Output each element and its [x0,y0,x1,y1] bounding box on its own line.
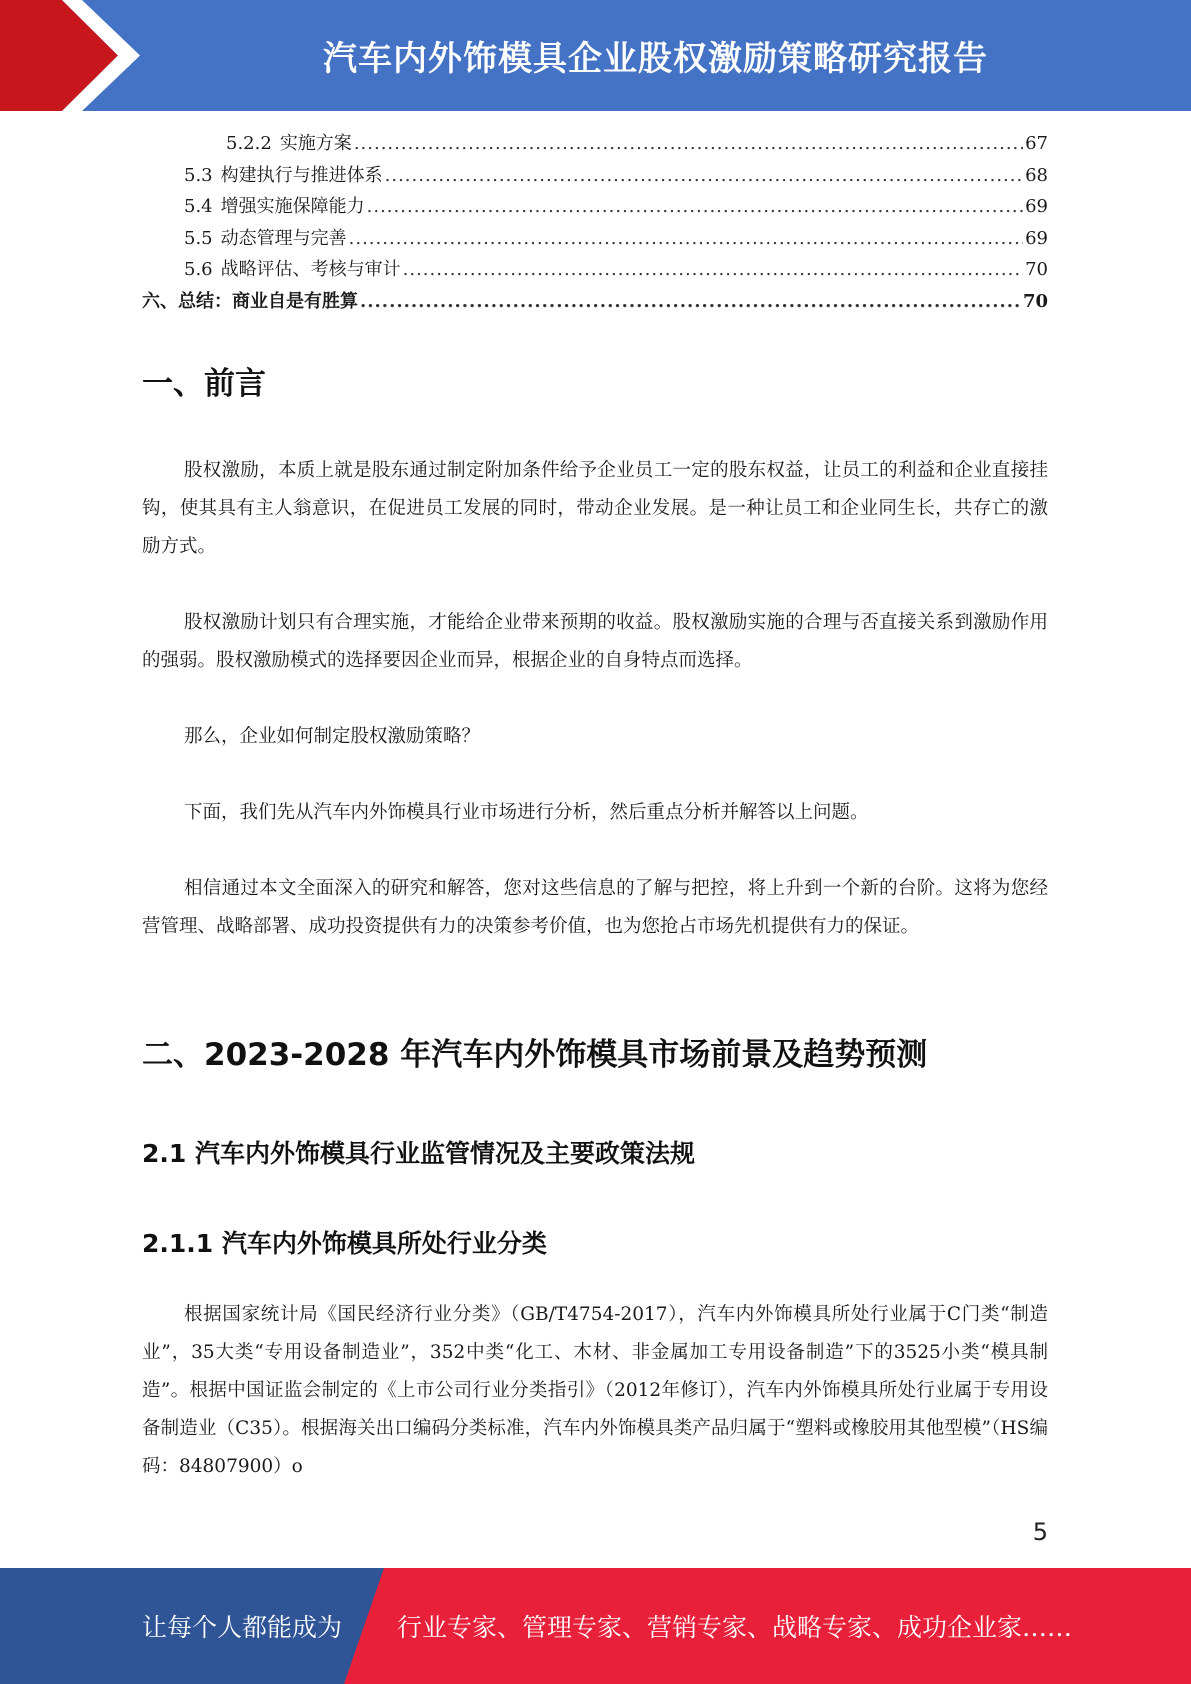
toc-entry-number: 5.6 [184,259,213,280]
toc-entry-page: 68 [1025,164,1048,186]
table-of-contents [142,128,1048,317]
section-heading: 二、2023-2028 年汽车内外饰模具市场前景及趋势预测 [142,1037,928,1073]
page-number: 5 [1032,1518,1048,1546]
paragraph: 根据国家统计局《国民经济行业分类》（GB/T4754-2017），汽车内外饰模具所处行业属于C门类“制造业”，35大类“专用设备制造业”，352中类“化工、木材、非金属加工专用设备制造”下的3525小类“模具制造”。根据中国证监会制定的《上市公司行业分类指引》（2012年修订），汽车内外饰模具所处行业属于专用设备制造业（C35）。根据海关出口编码分类标准，汽车内外饰模具类产品归属于“塑料或橡胶用其他型模”（HS编码：84807900）o [142,1304,1048,1477]
toc-leader-dots [385,160,1023,192]
toc-entry-number: 5.4 [184,196,213,217]
toc-leader-dots [403,254,1023,286]
toc-leader-dots [354,128,1023,160]
section-heading: 一、前言 [142,366,266,402]
red-chevron-icon [0,0,160,111]
toc-entry-label: 战略评估、考核与审计 [220,259,401,280]
toc-entry-page: 70 [1022,290,1048,312]
toc-entry[interactable] [142,128,1048,160]
toc-entry[interactable] [142,286,1048,318]
toc-entry[interactable] [142,191,1048,223]
header-banner [0,0,1191,111]
toc-entry-label: 六、总结：商业自是有胜算 [142,290,358,312]
paragraph: 那么，企业如何制定股权激励策略？ [184,726,481,747]
toc-entry-page: 70 [1025,259,1048,280]
toc-entry-page: 67 [1025,133,1048,154]
toc-leader-dots [367,191,1023,223]
report-title: 汽车内外饰模具企业股权激励策略研究报告 [323,39,988,79]
toc-entry-number: 5.5 [184,227,213,249]
toc-entry-page: 69 [1025,196,1048,217]
toc-entry[interactable] [142,254,1048,286]
paragraph: 下面，我们先从汽车内外饰模具行业市场进行分析，然后重点分析并解答以上问题。 [184,802,869,823]
footer-banner [0,1568,1191,1684]
paragraph: 相信通过本文全面深入的研究和解答，您对这些信息的了解与把控，将上升到一个新的台阶。这将为您经营管理、战略部署、成功投资提供有力的决策参考价值，也为您抢占市场先机提供有力的保证。 [142,878,1048,937]
toc-entry[interactable] [142,160,1048,192]
toc-entry-page: 69 [1025,227,1048,249]
paragraph: 股权激励，本质上就是股东通过制定附加条件给予企业员工一定的股东权益，让员工的利益和企业直接挂钩，使其具有主人翁意识，在促进员工发展的同时，带动企业发展。是一种让员工和企业同生长，共存亡的激励方式。 [142,460,1048,557]
footer-slogan-right: 行业专家、管理专家、营销专家、战略专家、成功企业家…… [397,1613,1073,1642]
subsection-heading: 2.1.1 汽车内外饰模具所处行业分类 [142,1229,547,1258]
toc-entry[interactable] [142,223,1048,255]
toc-entry-number: 5.2.2 [226,133,272,154]
toc-entry-label: 动态管理与完善 [220,227,347,249]
toc-entry-label: 实施方案 [279,133,352,154]
toc-entry-number: 5.3 [184,164,213,186]
subsection-heading: 2.1 汽车内外饰模具行业监管情况及主要政策法规 [142,1139,695,1168]
toc-leader-dots [349,223,1023,255]
toc-leader-dots [360,286,1021,318]
toc-entry-label: 增强实施保障能力 [220,196,365,217]
toc-entry-label: 构建执行与推进体系 [220,164,383,186]
paragraph: 股权激励计划只有合理实施，才能给企业带来预期的收益。股权激励实施的合理与否直接关系到激励作用的强弱。股权激励模式的选择要因企业而异，根据企业的自身特点而选择。 [142,612,1048,671]
footer-slogan-left: 让每个人都能成为 [142,1613,343,1642]
